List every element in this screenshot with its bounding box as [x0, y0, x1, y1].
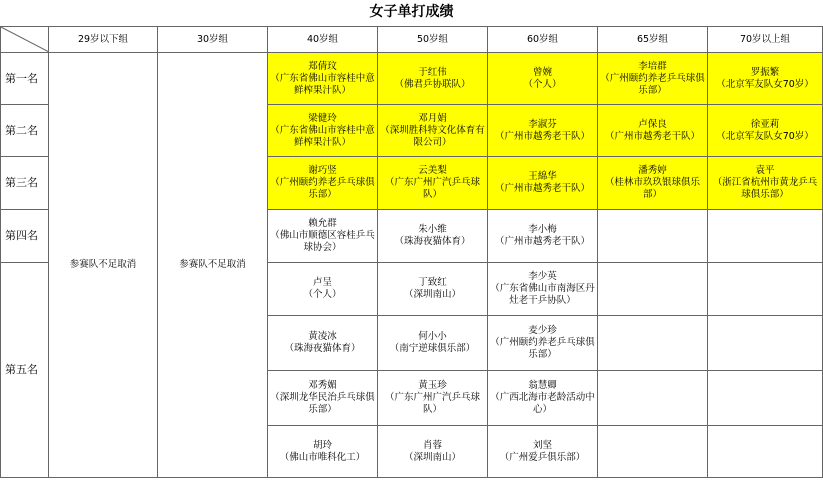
rank-label: 第五名: [1, 263, 49, 478]
player-name: 李少英: [528, 271, 557, 282]
player-name: 邓秀媚: [308, 380, 337, 391]
player-club: （深圳南山）: [403, 451, 461, 463]
player-name: 黄凌冰: [308, 331, 337, 342]
empty-cell: [598, 263, 708, 316]
player-club: （北京军友队女70岁）: [716, 78, 814, 90]
result-cell: [488, 210, 598, 263]
empty-cell: [598, 426, 708, 478]
player-name: 李小梅: [528, 224, 557, 235]
player-club: （佛山市顺德区容桂乒乓球协会）: [270, 230, 375, 253]
result-cell: [378, 157, 488, 210]
player-club: （佛山市唯科化工）: [279, 451, 366, 463]
player-club: （广州市越秀老干队）: [494, 130, 590, 142]
player-name: 丁致红: [418, 277, 447, 288]
result-cell: [378, 426, 488, 478]
cancelled-cell-29: 参赛队不足取消: [49, 53, 158, 478]
player-name: 麦少珍: [528, 325, 557, 336]
player-club: （广东省佛山市容桂中意鲜榨果汁队）: [270, 124, 375, 148]
player-name: 赖允群: [308, 218, 337, 229]
empty-cell: [708, 426, 823, 478]
player-club: （南宁逆球俱乐部）: [389, 343, 476, 354]
player-name: 卢呈: [312, 277, 332, 288]
player-club: （珠海夜猫体育）: [284, 343, 361, 354]
player-club: （个人）: [303, 289, 342, 300]
result-cell: [268, 426, 378, 478]
player-name: 郑倩玟: [308, 60, 337, 72]
result-cell: [598, 53, 708, 105]
result-cell: [488, 105, 598, 157]
player-name: 刘坚: [532, 439, 552, 451]
result-cell: [378, 371, 488, 426]
rank-label: 第三名: [1, 157, 49, 210]
player-club: （广州颐约养老乒乓球俱乐部）: [490, 337, 595, 360]
player-club: （广西北海市老龄活动中心）: [490, 392, 595, 415]
player-club: （广州颐约养老乒乓球俱乐部）: [270, 177, 375, 200]
player-club: （佛君乒协联队）: [394, 78, 471, 90]
player-name: 袁平: [755, 165, 775, 176]
player-name: 卢保良: [638, 118, 667, 130]
player-name: 朱小维: [418, 224, 447, 235]
player-name: 谢巧竖: [308, 165, 337, 176]
result-cell: [488, 371, 598, 426]
result-cell: [598, 105, 708, 157]
player-name: 肖蓉: [422, 439, 442, 451]
result-cell: [708, 105, 823, 157]
player-club: （广东广州广汽乒乓球队）: [384, 392, 480, 415]
player-name: 邓月娟: [418, 112, 447, 124]
rank-label: 第二名: [1, 105, 49, 157]
empty-cell: [598, 371, 708, 426]
empty-cell: [708, 316, 823, 371]
result-cell: [488, 53, 598, 105]
empty-cell: [598, 316, 708, 371]
empty-cell: [598, 210, 708, 263]
result-cell: [268, 371, 378, 426]
diagonal-line: [1, 27, 49, 52]
result-cell: [378, 210, 488, 263]
player-club: （深圳龙华民治乒乓球俱乐部）: [270, 392, 375, 415]
column-header-65: 65岁组: [598, 27, 708, 53]
player-club: （广州市越秀老干队）: [494, 236, 590, 247]
cancelled-cell-30: 参赛队不足取消: [158, 53, 268, 478]
result-cell: [488, 263, 598, 316]
player-name: 李培群: [638, 60, 667, 72]
player-name: 黄玉珍: [418, 380, 447, 391]
player-name: 胡玲: [312, 439, 332, 451]
player-club: （深圳胜科特文化体育有限公司）: [380, 124, 485, 148]
rank-label: 第四名: [1, 210, 49, 263]
player-name: 王綿华: [528, 171, 557, 182]
empty-cell: [708, 371, 823, 426]
result-cell: [268, 263, 378, 316]
result-cell: [268, 53, 378, 105]
player-name: 罗振繁: [750, 66, 780, 78]
table-row: [1, 53, 823, 105]
result-cell: [268, 210, 378, 263]
result-cell: [268, 105, 378, 157]
player-club: （浙江省杭州市黄龙乒乓球俱乐部）: [712, 177, 818, 200]
player-club: （广东省佛山市容桂中意鲜榨果汁队）: [270, 72, 375, 96]
result-cell: [378, 53, 488, 105]
result-cell: [488, 426, 598, 478]
column-header-70: 70岁以上组: [708, 27, 823, 53]
empty-cell: [708, 210, 823, 263]
player-name: 梁健玲: [308, 112, 337, 124]
player-club: （北京军友队女70岁）: [716, 130, 814, 142]
result-cell: [268, 316, 378, 371]
page-title: 女子单打成绩: [369, 4, 454, 20]
result-cell: [488, 157, 598, 210]
results-table: [0, 26, 823, 478]
player-name: 徐亚莉: [750, 118, 780, 130]
result-cell: [598, 157, 708, 210]
player-club: （广州颐约养老乒乓球俱乐部）: [600, 72, 705, 96]
column-header-29: 29岁以下组: [49, 27, 158, 53]
player-club: （广州市越秀老干队）: [494, 183, 590, 194]
column-header-40: 40岁组: [268, 27, 378, 53]
player-club: （广州爱乒俱乐部）: [499, 451, 586, 463]
player-name: 于红伟: [418, 66, 447, 78]
result-cell: [268, 157, 378, 210]
player-name: 曾婉: [532, 66, 552, 78]
header-row: [1, 27, 823, 53]
player-club: （广东广州广汽乒乓球队）: [384, 177, 480, 200]
result-cell: [378, 105, 488, 157]
player-club: （桂林市玖玖银球俱乐部）: [604, 177, 700, 200]
player-name: 何小小: [418, 331, 447, 342]
player-name: 潘秀婷: [638, 165, 667, 176]
player-club: （珠海夜猫体育）: [394, 236, 471, 247]
result-cell: [378, 316, 488, 371]
player-club: （广东省佛山市南海区丹灶老干乒协队）: [490, 283, 595, 306]
player-club: （深圳南山）: [403, 289, 461, 300]
player-name: 翁慧卿: [528, 380, 557, 391]
result-cell: [488, 316, 598, 371]
player-name: 云美梨: [418, 165, 447, 176]
result-cell: [708, 157, 823, 210]
column-header-30: 30岁组: [158, 27, 268, 53]
column-header-50: 50岁组: [378, 27, 488, 53]
empty-cell: [708, 263, 823, 316]
player-name: 李淑芬: [528, 118, 557, 130]
result-cell: [378, 263, 488, 316]
rank-label: 第一名: [1, 53, 49, 105]
column-header-60: 60岁组: [488, 27, 598, 53]
result-cell: [708, 53, 823, 105]
player-club: （个人）: [523, 78, 562, 90]
player-club: （广州市越秀老干队）: [604, 130, 700, 142]
corner-cell: [1, 27, 49, 53]
